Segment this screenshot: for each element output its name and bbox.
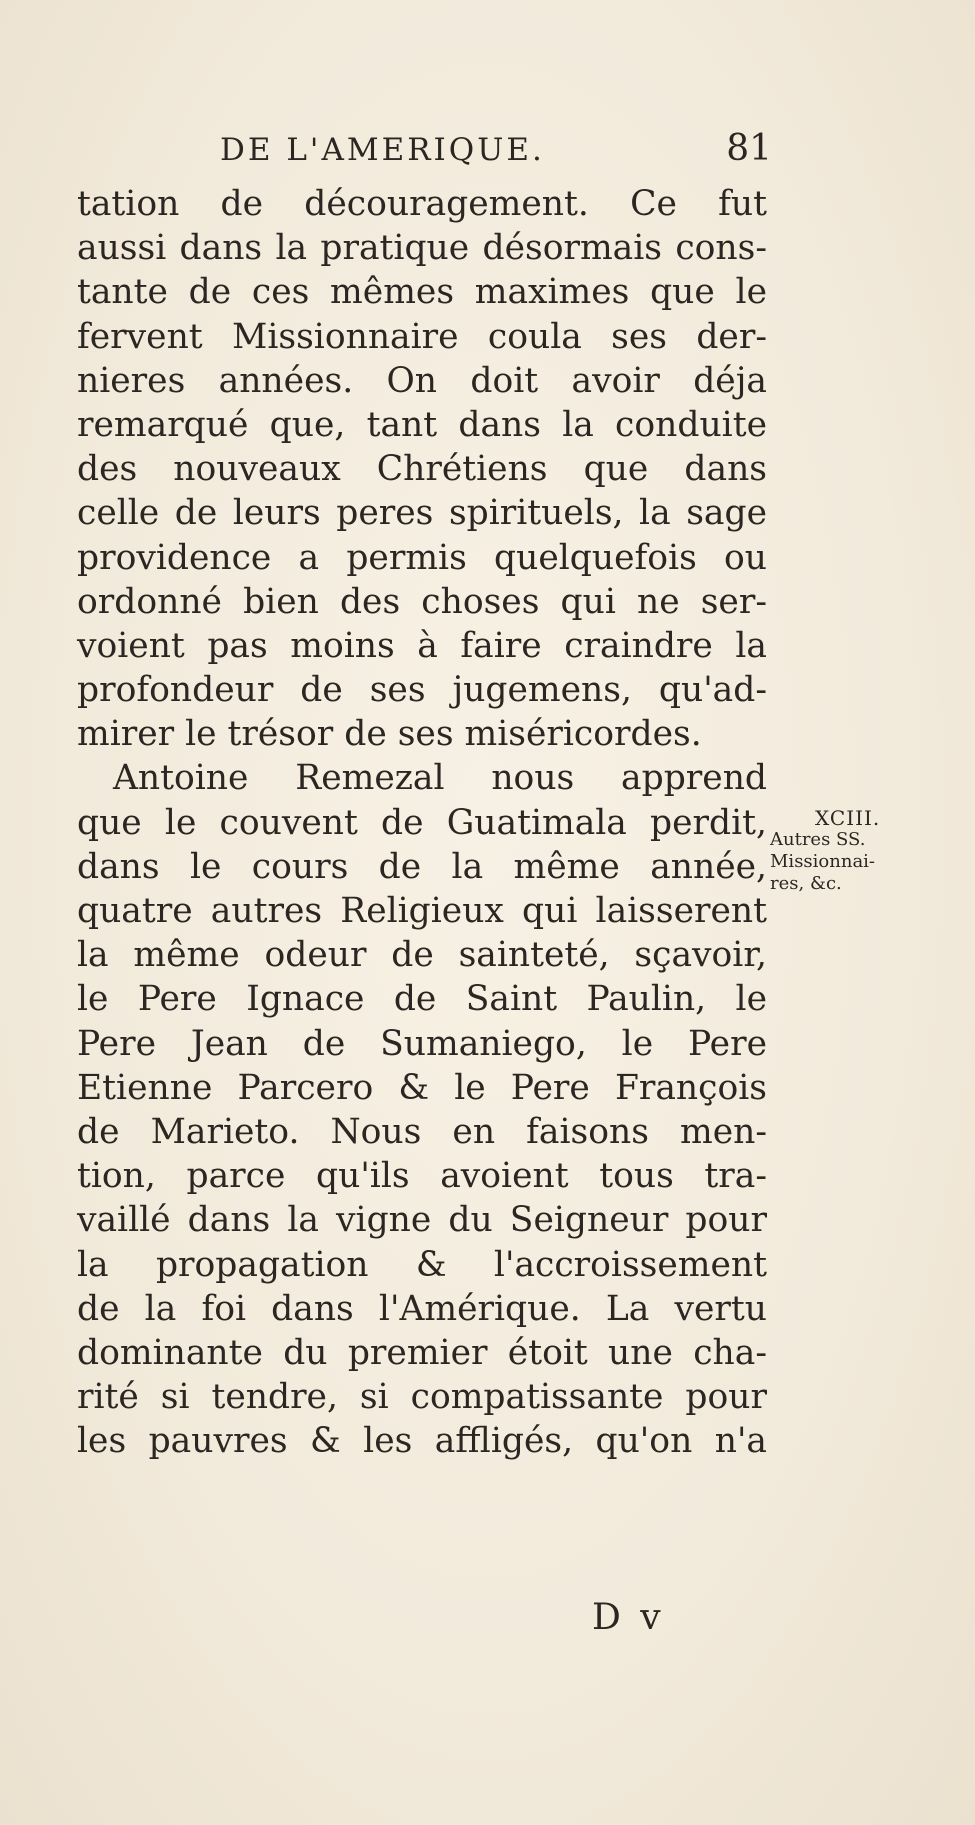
- text-line: tante de ces mêmes maximes que le: [77, 272, 767, 313]
- running-head: [212, 128, 772, 178]
- text-line: la même odeur de sainteté, sçavoir,: [77, 935, 767, 976]
- text-line: providence a permis quelquefois ou: [77, 537, 767, 578]
- text-line: remarqué que, tant dans la conduite: [77, 404, 767, 445]
- text-line: Pere Jean de Sumaniego, le Pere: [77, 1023, 767, 1064]
- text-line: aussi dans la pratique désormais cons-: [77, 228, 767, 269]
- text-line: les pauvres & les affligés, qu'on n'a: [77, 1421, 767, 1462]
- running-head-title: DE L'AMERIQUE.: [220, 132, 545, 168]
- text-line: tation de découragement. Ce fut: [77, 184, 767, 224]
- text-line: vaillé dans la vigne du Seigneur pour: [77, 1200, 767, 1241]
- text-line: des nouveaux Chrétiens que dans: [77, 449, 767, 490]
- text-line: dans le cours de la même année,: [77, 846, 767, 887]
- margin-note: [770, 807, 935, 895]
- text-line: quatre autres Religieux qui laisserent: [77, 891, 767, 931]
- text-line: dominante du premier étoit une cha-: [77, 1332, 767, 1373]
- text-line: voient pas moins à faire craindre la: [77, 625, 767, 666]
- text-line: Etienne Parcero & le Pere François: [77, 1067, 767, 1108]
- text-line: la propagation & l'accroissement: [77, 1244, 767, 1285]
- text-line: Antoine Remezal nous apprend: [113, 758, 767, 799]
- margin-note-number: XCIII.: [815, 806, 881, 830]
- text-line: profondeur de ses jugemens, qu'ad-: [77, 670, 767, 711]
- margin-note-line: Missionnai-: [770, 851, 876, 872]
- text-line: celle de leurs peres spirituels, la sage: [77, 493, 767, 534]
- margin-note-line: Autres SS.: [770, 829, 866, 850]
- text-line: tion, parce qu'ils avoient tous tra-: [77, 1156, 767, 1197]
- text-line: nieres années. On doit avoir déja: [77, 360, 767, 401]
- text-line: de Marieto. Nous en faisons men-: [77, 1111, 767, 1152]
- text-line: ordonné bien des choses qui ne ser-: [77, 581, 767, 622]
- page-number: 81: [726, 128, 772, 169]
- text-line: de la foi dans l'Amérique. La vertu: [77, 1288, 767, 1329]
- body-text: [77, 182, 767, 1463]
- text-line: que le couvent de Guatimala perdit,: [77, 802, 767, 843]
- catchword: D v: [592, 1597, 665, 1638]
- text-line: fervent Missionnaire coula ses der-: [77, 316, 767, 357]
- margin-note-line: res, &c.: [770, 873, 842, 894]
- text-line: rité si tendre, si compatissante pour: [77, 1377, 767, 1418]
- text-line: mirer le trésor de ses miséricordes.: [77, 714, 702, 755]
- text-line: le Pere Ignace de Saint Paulin, le: [77, 979, 767, 1020]
